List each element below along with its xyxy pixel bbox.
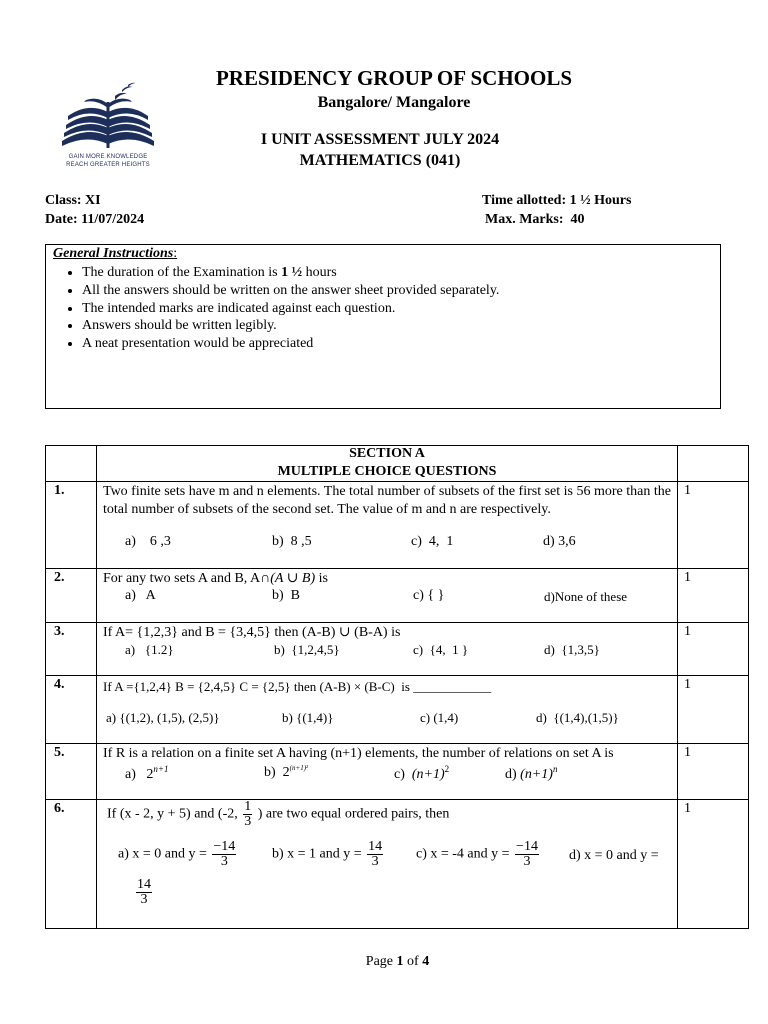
table-row-divider xyxy=(46,622,748,623)
exam-title: I UNIT ASSESSMENT JULY 2024 xyxy=(260,131,500,148)
option-b: b) 8 ,5 xyxy=(272,534,312,549)
fraction-numerator: 14 xyxy=(137,877,151,892)
question-marks: 1 xyxy=(684,677,691,692)
option-d-value xyxy=(134,878,154,907)
instruction-item: • A neat presentation would be appreciated xyxy=(82,335,499,353)
question-number: 2. xyxy=(54,570,65,585)
question-text: If A= {1,2,3} and B = {3,4,5} then (A-B) ∪ (B-A) is xyxy=(103,625,401,640)
table-row-divider xyxy=(46,481,748,482)
instruction-item xyxy=(82,264,499,282)
question-text xyxy=(103,570,671,588)
section-title: SECTION A xyxy=(349,446,425,461)
general-instructions-box xyxy=(45,244,721,409)
total-pages-number: 4 xyxy=(422,954,430,969)
option-c xyxy=(394,764,449,783)
fraction xyxy=(212,840,236,869)
table-row-divider xyxy=(46,568,748,569)
fraction-denominator: 3 xyxy=(523,854,531,869)
option-a: a) A xyxy=(125,588,156,603)
question-text-part: is xyxy=(315,571,328,586)
option-c: c) {4, 1 } xyxy=(413,642,469,657)
option-base: (n+1) xyxy=(520,767,553,782)
question-text-part: ) are two equal ordered pairs, then xyxy=(257,806,450,822)
instruction-text-end: hours xyxy=(302,265,337,280)
instructions-heading xyxy=(53,246,177,262)
table-row-divider xyxy=(46,675,748,676)
question-marks: 1 xyxy=(684,570,691,585)
page-footer xyxy=(0,954,768,970)
option-exponent: n+1 xyxy=(153,764,169,774)
option-base: 2 xyxy=(282,765,290,780)
question-text-part: For any two sets A and B, A∩ xyxy=(103,571,271,586)
option-d: d) {1,3,5} xyxy=(544,642,600,657)
option-d: d) x = 0 and y = xyxy=(569,848,659,863)
logo-tagline-2: REACH GREATER HEIGHTS xyxy=(66,162,150,168)
fraction-numerator: −14 xyxy=(213,839,236,854)
set-expression: (A ∪ B) xyxy=(270,571,316,586)
option-d: d) 3,6 xyxy=(543,534,576,549)
question-text-part: If (x - 2, y + 5) and (-2, xyxy=(107,806,238,822)
school-city: Bangalore/ Mangalore xyxy=(317,94,471,111)
question-text: If R is a relation on a finite set A having (n+1) elements, the number of relations on set A is xyxy=(103,746,614,761)
option-label: a) xyxy=(125,767,136,782)
option-text: b) x = 1 and y = xyxy=(272,846,362,862)
option-base: (n+1) xyxy=(411,767,445,782)
question-marks: 1 xyxy=(684,745,691,760)
option-b: b) B xyxy=(272,588,300,603)
current-page-number: 1 xyxy=(396,954,404,969)
option-d: d)None of these xyxy=(544,589,628,604)
option-b xyxy=(272,840,385,869)
question-marks: 1 xyxy=(684,801,691,816)
fraction xyxy=(243,800,252,829)
question-marks: 1 xyxy=(684,624,691,639)
option-text: a) x = 0 and y = xyxy=(118,846,207,862)
instruction-duration: 1 ½ xyxy=(281,265,303,280)
fraction-denominator: 3 xyxy=(220,854,228,869)
option-d xyxy=(505,764,557,783)
option-a xyxy=(118,840,238,869)
question-number: 4. xyxy=(54,677,65,692)
option-exponent: 2 xyxy=(444,764,450,774)
fraction xyxy=(367,840,383,869)
question-number: 5. xyxy=(54,745,65,760)
question-number: 1. xyxy=(54,483,65,498)
school-name: PRESIDENCY GROUP OF SCHOOLS xyxy=(215,66,573,90)
table-column-divider xyxy=(677,446,678,928)
question-number: 3. xyxy=(54,624,65,639)
fraction xyxy=(515,840,539,869)
fraction-denominator: 3 xyxy=(244,814,252,829)
table-column-divider xyxy=(96,446,97,928)
option-b xyxy=(264,764,308,781)
option-base: 2 xyxy=(146,767,154,782)
question-text xyxy=(107,800,449,829)
question-text: If A ={1,2,4} B = {2,4,5} C = {2,5} then (A-B) × (B-C) is ____________ xyxy=(103,679,492,694)
option-b: b) {1,2,4,5} xyxy=(274,642,340,657)
option-label: c) xyxy=(394,767,405,782)
max-marks-label: Max. Marks: 40 xyxy=(485,212,585,227)
instructions-list xyxy=(63,264,499,353)
questions-table xyxy=(45,445,749,929)
section-subtitle: MULTIPLE CHOICE QUESTIONS xyxy=(277,464,497,479)
option-c: c) { } xyxy=(413,588,445,603)
question-text: Two finite sets have m and n elements. The total number of subsets of the first set is 56 more than the total number of subsets of the second set. The value of m and n are respectively. xyxy=(103,484,671,517)
option-a: a) {(1,2), (1,5), (2,5)} xyxy=(106,710,220,725)
option-text: c) x = -4 and y = xyxy=(416,846,510,862)
footer-text: of xyxy=(403,954,423,969)
instruction-item: • All the answers should be written on the answer sheet provided separately. xyxy=(82,282,499,300)
question-marks: 1 xyxy=(684,483,691,498)
fraction-numerator: −14 xyxy=(516,839,538,854)
date-label: Date: 11/07/2024 xyxy=(45,212,145,227)
instructions-heading-colon: : xyxy=(173,246,178,261)
option-a xyxy=(125,764,168,783)
fraction-numerator: 14 xyxy=(368,839,383,854)
instruction-item: • The intended marks are indicated against each question. xyxy=(82,300,499,318)
instruction-item: • Answers should be written legibly. xyxy=(82,317,499,335)
option-a: a) 6 ,3 xyxy=(125,534,171,549)
option-c xyxy=(416,840,541,869)
exam-subject: MATHEMATICS (041) xyxy=(299,152,461,169)
footer-text: Page xyxy=(365,954,397,969)
fraction xyxy=(136,878,152,907)
option-b: b) {(1,4)} xyxy=(282,710,334,725)
fraction-numerator: 1 xyxy=(244,799,252,814)
time-allotted-label: Time allotted: 1 ½ Hours xyxy=(482,193,632,208)
option-label: b) xyxy=(264,765,276,780)
option-label: d) xyxy=(505,767,517,782)
instructions-heading-text: General Instructions xyxy=(53,246,174,261)
option-c: c) 4, 1 xyxy=(411,534,454,549)
instruction-text: The duration of the Examination is xyxy=(82,265,282,280)
option-exponent: (n+1)² xyxy=(289,764,309,772)
logo-tagline-1: GAIN MORE KNOWLEDGE xyxy=(68,154,148,160)
option-d: d) {(1,4),(1,5)} xyxy=(536,710,619,725)
class-label: Class: XI xyxy=(45,193,101,208)
option-a: a) {1.2} xyxy=(125,642,174,657)
option-exponent: n xyxy=(552,764,558,774)
question-number: 6. xyxy=(54,801,65,816)
table-row-divider xyxy=(46,743,748,744)
option-c: c) (1,4) xyxy=(420,710,459,725)
fraction-denominator: 3 xyxy=(371,854,379,869)
fraction-denominator: 3 xyxy=(140,892,148,907)
